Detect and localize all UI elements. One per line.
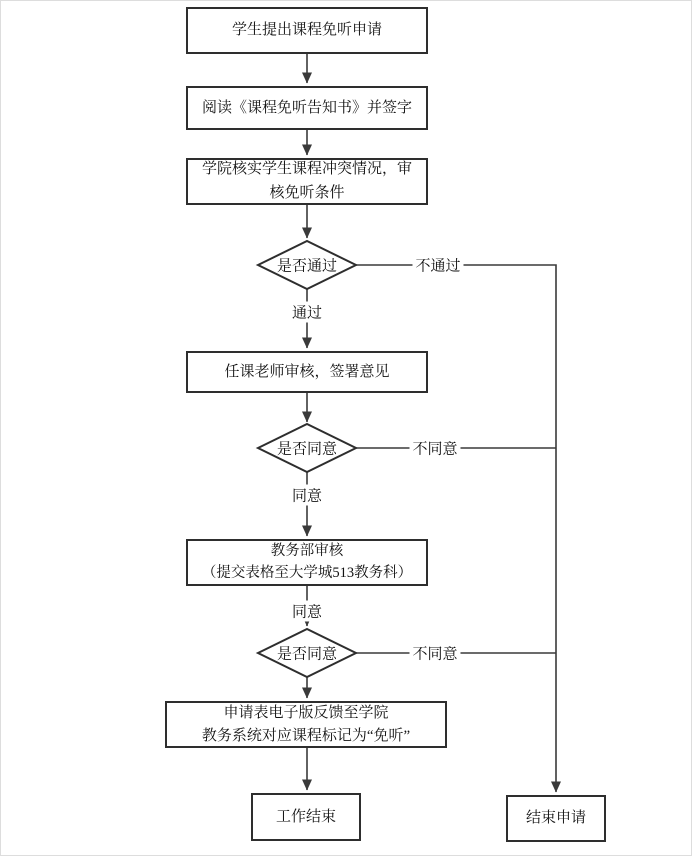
edge-label-passed: 通过 bbox=[289, 302, 325, 323]
step-teacher-review bbox=[186, 351, 428, 393]
step-feedback-mark-exempt-line1: 申请表电子版反馈至学院 bbox=[223, 705, 389, 721]
edge-label-not-passed: 不通过 bbox=[412, 255, 463, 276]
step-academic-office-review-line2: （提交表格至大学城513教务科） bbox=[201, 564, 413, 581]
step-submit-application bbox=[186, 7, 428, 54]
edge-label-agree-2: 同意 bbox=[289, 601, 325, 622]
decision1-label: 是否通过 bbox=[276, 258, 338, 275]
step-academic-office-review-line1: 教务部审核 bbox=[270, 542, 344, 559]
terminal-end-application-label: 结束申请 bbox=[525, 810, 586, 827]
step-feedback-mark-exempt bbox=[165, 701, 447, 748]
decision2-label: 是否同意 bbox=[276, 441, 338, 458]
terminal-end-application bbox=[506, 795, 606, 842]
terminal-work-finished-label: 工作结束 bbox=[275, 808, 336, 825]
edge-label-disagree-2: 不同意 bbox=[409, 643, 460, 664]
step-read-notice-sign bbox=[186, 86, 428, 130]
step-feedback-mark-exempt-line2: 教务系统对应课程标记为“免听” bbox=[201, 727, 411, 744]
step-read-notice-sign-label: 阅读《课程免听告知书》并签字 bbox=[201, 99, 412, 116]
terminal-work-finished bbox=[251, 793, 361, 841]
step-academic-office-review bbox=[186, 539, 428, 586]
step-teacher-review-label: 任课老师审核，签署意见 bbox=[224, 363, 390, 380]
step-submit-application-label: 学生提出课程免听申请 bbox=[231, 22, 382, 39]
decision3-label: 是否同意 bbox=[276, 646, 338, 663]
step-college-verify-label: 学院核实学生课程冲突情况，审核免听条件 bbox=[201, 161, 412, 201]
edge-label-agree-1: 同意 bbox=[289, 485, 325, 506]
step-college-verify bbox=[186, 158, 428, 205]
edge-label-disagree-1: 不同意 bbox=[409, 438, 460, 459]
